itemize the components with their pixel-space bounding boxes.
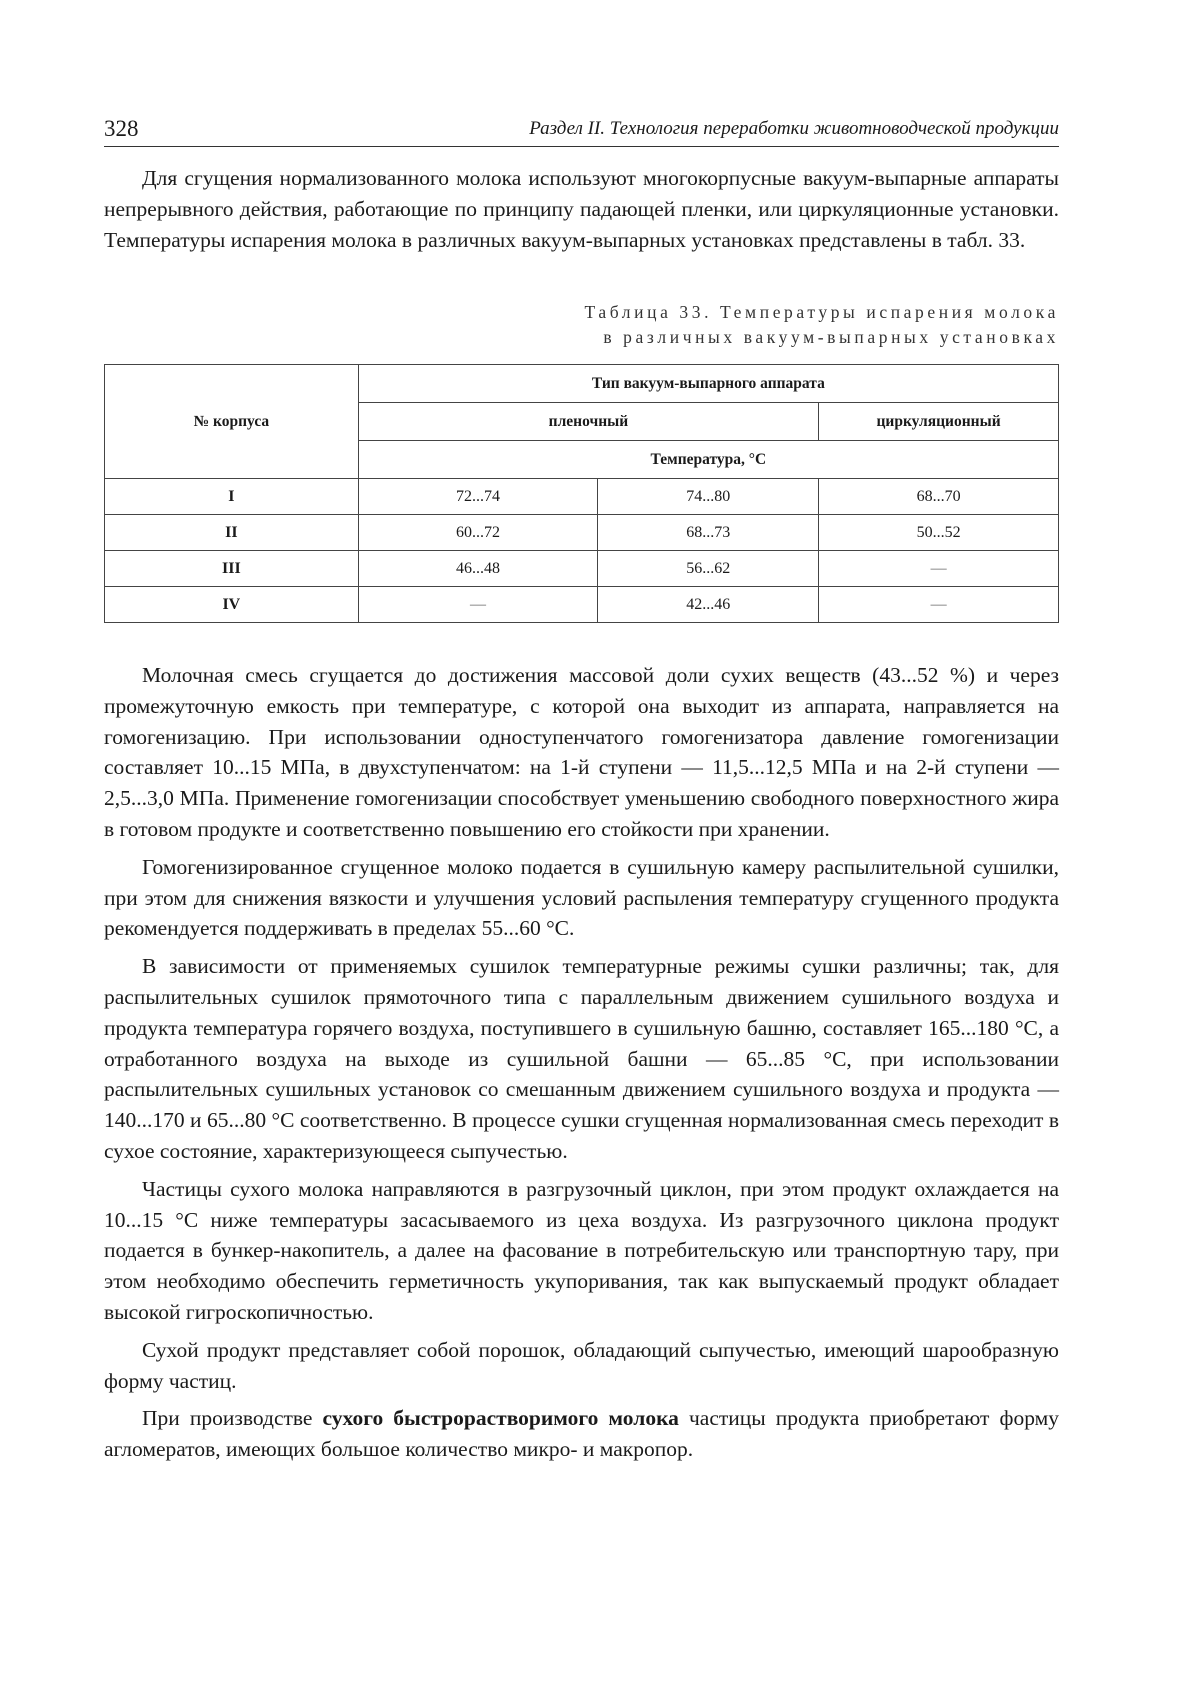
table-caption-line: Таблица 33. Температуры испарения молока (584, 302, 1059, 322)
table-cell: II (105, 515, 359, 551)
paragraph: В зависимости от применяемых сушилок температурные режимы сушки различны; так, для распылительных сушилок прямоточного типа с параллельным движением сушильного воздуха и продукта температура горячего воздуха, поступившего в сушильную башню, составляет 165...180 °С, а отработанного воздуха на выходе из сушильной башни — 65...85 °С, при использовании распылительных сушильных установок со смешанным движением сушильного воздуха и продукта — 140...170 и 65...80 °С соответственно. В процессе сушки сгущенная нормализованная смесь переходит в сухое состояние, характеризующееся сыпучестью. (104, 954, 1059, 1163)
table-cell: I (105, 479, 359, 515)
table-cell: IV (105, 587, 359, 623)
paragraph: Сухой продукт представляет собой порошок, обладающий сыпучестью, имеющий шарообразную форму частиц. (104, 1337, 1059, 1393)
header-film: пленочный (358, 403, 818, 441)
table-caption (585, 300, 1059, 350)
table-cell: — (358, 587, 598, 623)
header-circulation: циркуляционный (819, 403, 1059, 441)
table-cell: 72...74 (358, 479, 598, 515)
table-cell: — (819, 587, 1059, 623)
table-row (105, 515, 1059, 551)
table-row (105, 551, 1059, 587)
bold-term: сухого быстрорастворимого молока (322, 1406, 679, 1431)
paragraph-text: При производстве (142, 1406, 323, 1431)
paragraph: Молочная смесь сгущается до достижения массовой доли сухих веществ (43...52 %) и через промежуточную емкость при температуре, с которой она выходит из аппарата, направляется на гомогенизацию. При использовании одноступенчатого гомогенизатора давление гомогенизации составляет 10...15 МПа, в двухступенчатом: на 1-й ступени — 11,5...12,5 МПа и на 2-й ступени — 2,5...3,0 МПа. Применение гомогенизации способствует уменьшению свободного поверхностного жира в готовом продукте и соответственно повышению его стойкости при хранении. (104, 663, 1059, 841)
table-cell: 60...72 (358, 515, 598, 551)
running-header (104, 116, 1059, 147)
table-cell: — (819, 551, 1059, 587)
table-cell: 56...62 (598, 551, 819, 587)
intro-text (104, 163, 1059, 262)
page-number: 328 (104, 116, 139, 141)
paragraph: Гомогенизированное сгущенное молоко подается в сушильную камеру распылительной сушилки, при этом для снижения вязкости и улучшения условий распыления температуру сгущенного продукта рекомендуется поддерживать в пределах 55...60 °С. (104, 854, 1059, 941)
table-cell: 74...80 (598, 479, 819, 515)
table-cell: 42...46 (598, 587, 819, 623)
header-apparatus-type: Тип вакуум-выпарного аппарата (358, 365, 1058, 403)
paragraph: Частицы сухого молока направляются в разгрузочный циклон, при этом продукт охлаждается на 10...15 °С ниже температуры засасываемого из цеха воздуха. Из разгрузочного циклона продукт подается в бункер-накопитель, а далее на фасование в потребительскую или транспортную тару, при этом необходимо обеспечить герметичность укупоривания, так как выпускаемый продукт обладает высокой гигроскопичностью. (104, 1176, 1059, 1324)
temperature-table (104, 364, 1059, 623)
table-cell: 68...70 (819, 479, 1059, 515)
table-cell: 50...52 (819, 515, 1059, 551)
table-cell: III (105, 551, 359, 587)
table-cell: 68...73 (598, 515, 819, 551)
table-cell: 46...48 (358, 551, 598, 587)
paragraph (104, 1403, 1059, 1465)
paragraph-text: частицы продукта приобретают форму агломератов, имеющих большое количество микро- и макропор. (104, 1406, 1059, 1462)
header-corpus-number: № корпуса (105, 365, 359, 479)
paragraph: Для сгущения нормализованного молока используют многокорпусные вакуум-выпарные аппараты непрерывного действия, работающие по принципу падающей пленки, или циркуляционные установки. Температуры испарения молока в различных вакуум-выпарных установках представлены в табл. 33. (104, 166, 1059, 252)
table-row (105, 479, 1059, 515)
main-text (104, 660, 1059, 1472)
table-caption-line: в различных вакуум-выпарных установках (603, 327, 1059, 347)
table-row (105, 587, 1059, 623)
section-title: Раздел II. Технология переработки животноводческой продукции (529, 118, 1059, 139)
header-temperature: Температура, °С (358, 441, 1058, 479)
table-header-row (105, 365, 1059, 403)
